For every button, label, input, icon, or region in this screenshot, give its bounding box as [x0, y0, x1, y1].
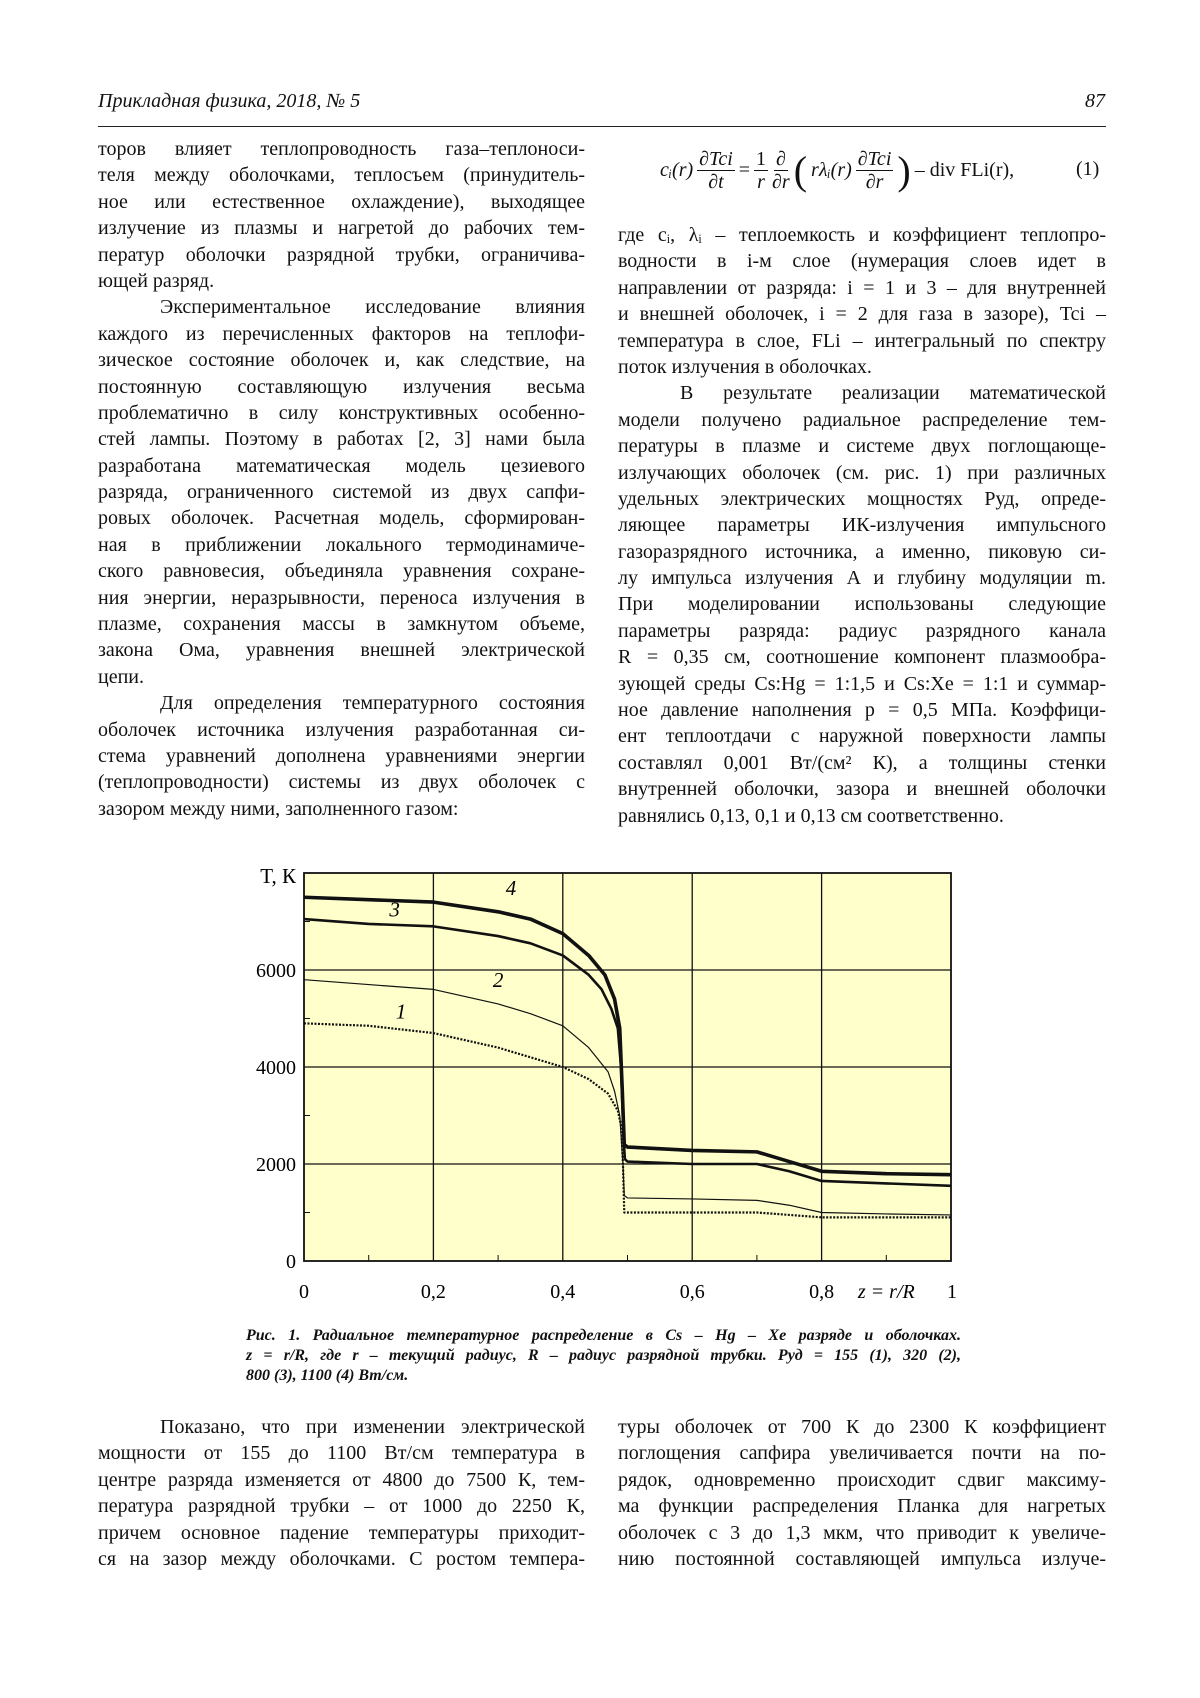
eq-tail: – div FLi(r),	[915, 159, 1014, 182]
x-tick-label: 0,4	[550, 1281, 575, 1303]
text-line: зическое состояние оболочек и, как следствие, на	[98, 347, 585, 373]
text-line: Экспериментальное исследование влияния	[98, 294, 585, 320]
text-line: плазме, сохранения массы в замкнутом объеме,	[98, 611, 585, 637]
text-line: торов влияет теплопроводность газа–теплоноси-	[98, 136, 585, 162]
x-axis-label: z = r/R	[857, 1281, 915, 1303]
text-line: теля между оболочками, теплосъем (принудитель-	[98, 162, 585, 188]
text-line: туры оболочек от 700 К до 2300 К коэффициент	[618, 1414, 1106, 1440]
bottom-left-text	[98, 1414, 585, 1572]
eq-paren-open: (	[794, 151, 807, 191]
text-line: проблематично в силу конструктивных особенно-	[98, 400, 585, 426]
text-line: R = 0,35 см, соотношение компонент плазмообра-	[618, 644, 1106, 670]
text-line: Показано, что при изменении электрической	[98, 1414, 585, 1440]
text-line: рядок, одновременно происходит сдвиг максиму-	[618, 1467, 1106, 1493]
eq-num: ∂Tci	[697, 148, 735, 171]
y-tick-label: 6000	[256, 960, 296, 982]
text-line: ператур оболочки разрядной трубки, ограничива-	[98, 242, 585, 268]
text-line: оболочек источника излучения разработанная си-	[98, 717, 585, 743]
text-line: составлял 0,001 Вт/(см² К), а толщины стенки	[618, 750, 1106, 776]
y-axis-label: T, К	[260, 864, 297, 888]
eq-equals: =	[739, 159, 750, 182]
text-line: удельных электрических мощностях Pуд, опреде-	[618, 486, 1106, 512]
text-line: Для определения температурного состояния	[98, 690, 585, 716]
text-line: ляющее параметры ИК-излучения импульсного	[618, 512, 1106, 538]
text-line: водности в i-м слое (нумерация слоев идет в	[618, 248, 1106, 274]
series-label-1: 1	[396, 1000, 407, 1024]
text-line: В результате реализации математической	[618, 380, 1106, 406]
text-line: зазором между ними, заполненного газом:	[98, 796, 585, 822]
eq-lhs: cᵢ(r)	[660, 159, 693, 182]
text-line: ент теплоотдачи с наружной поверхности лампы	[618, 723, 1106, 749]
text-line: температура в слое, FLi – интегральный по спектру	[618, 328, 1106, 354]
x-tick-label: 0,2	[421, 1281, 446, 1303]
eq-num: 1	[754, 148, 768, 171]
eq-inner: rλᵢ(r)	[811, 159, 852, 182]
text-line: ная в приближении локального термодинамиче-	[98, 532, 585, 558]
x-tick-label: 0,8	[809, 1281, 834, 1303]
y-tick-label: 4000	[256, 1057, 296, 1079]
text-line: ное давление наполнения p = 0,5 МПа. Коэффици-	[618, 697, 1106, 723]
text-line: модели получено радиальное распределение тем-	[618, 407, 1106, 433]
eq-paren-close: )	[897, 151, 910, 191]
text-line: ния энергии, неразрывности, переноса излучения в	[98, 585, 585, 611]
equation-number: (1)	[1076, 158, 1099, 181]
text-line: оболочек с 3 до 1,3 мкм, что приводит к увеличе-	[618, 1520, 1106, 1546]
x-tick-label: 0	[299, 1281, 309, 1303]
text-line: каждого из перечисленных факторов на теплофи-	[98, 321, 585, 347]
text-line: направлении от разряда: i = 1 и 3 – для внутренней	[618, 275, 1106, 301]
x-tick-label: 0,6	[680, 1281, 705, 1303]
text-line: При моделировании использованы следующие	[618, 591, 1106, 617]
caption-line: 800 (3), 1100 (4) Вт/см.	[246, 1366, 961, 1386]
text-line: газоразрядного источника, а именно, пиковую си-	[618, 539, 1106, 565]
text-line: разряда, ограниченного системой из двух сапфи-	[98, 479, 585, 505]
text-line: нию постоянной составляющей импульса излуче-	[618, 1546, 1106, 1572]
text-line: центре разряда изменяется от 4800 до 7500 К, тем-	[98, 1467, 585, 1493]
text-line: поглощения сапфира увеличивается почти на по-	[618, 1440, 1106, 1466]
text-line: ского равновесия, объединяла уравнения сохране-	[98, 558, 585, 584]
series-label-3: 3	[388, 898, 400, 922]
eq-num: ∂Tci	[856, 148, 894, 171]
text-line: параметры разряда: радиус разрядного канала	[618, 618, 1106, 644]
eq-den: ∂r	[866, 171, 884, 193]
series-label-2: 2	[493, 968, 504, 992]
text-line: постоянную составляющую излучения весьма	[98, 374, 585, 400]
eq-num: ∂	[774, 148, 788, 171]
text-line: пературы в плазме и системе двух поглощающе-	[618, 433, 1106, 459]
text-line: цепи.	[98, 664, 585, 690]
text-line: стей лампы. Поэтому в работах [2, 3] нами была	[98, 426, 585, 452]
text-line: ся на зазор между оболочками. С ростом темпера-	[98, 1546, 585, 1572]
text-line: поток излучения в оболочках.	[618, 354, 1106, 380]
page-number: 87	[1085, 90, 1105, 113]
text-line: лу импульса излучения A и глубину модуляции m.	[618, 565, 1106, 591]
x-tick-label: 1	[947, 1281, 957, 1303]
text-line: ное или естественное охлаждение), выходящее	[98, 189, 585, 215]
eq-den: ∂r	[772, 171, 790, 193]
eq-den: ∂t	[708, 171, 723, 193]
text-line: стема уравнений дополнена уравнениями энергии	[98, 743, 585, 769]
figure-caption	[246, 1326, 961, 1386]
caption-line: z = r/R, где r – текущий радиус, R – радиус разрядной трубки. Pуд = 155 (1), 320 (2),	[246, 1346, 961, 1366]
eq-den: r	[757, 171, 765, 193]
y-tick-label: 0	[286, 1251, 296, 1273]
text-line: причем основное падение температуры приходит-	[98, 1520, 585, 1546]
text-line: ющей разряд.	[98, 268, 585, 294]
text-line: ма функции распределения Планка для нагретых	[618, 1493, 1106, 1519]
text-line: закона Ома, уравнения внешней электрической	[98, 637, 585, 663]
text-line: зующей среды Cs:Hg = 1:1,5 и Cs:Xe = 1:1 и суммар-	[618, 671, 1106, 697]
text-line: излучение из плазмы и нагретой до рабочих тем-	[98, 215, 585, 241]
text-line: внутренней оболочки, зазора и внешней оболочки	[618, 776, 1106, 802]
text-line: разработана математическая модель цезиевого	[98, 453, 585, 479]
text-line: (теплопроводности) системы из двух оболочек с	[98, 769, 585, 795]
text-line: где cᵢ, λᵢ – теплоемкость и коэффициент теплопро-	[618, 222, 1106, 248]
caption-line: Рис. 1. Радиальное температурное распределение в Cs – Hg – Xe разряде и оболочках.	[246, 1326, 961, 1346]
temperature-chart	[0, 0, 1200, 1330]
y-tick-label: 2000	[256, 1154, 296, 1176]
text-line: излучающих оболочек (см. рис. 1) при различных	[618, 460, 1106, 486]
text-line: и внешней оболочек, i = 2 для газа в зазоре), Tci –	[618, 301, 1106, 327]
running-header-journal: Прикладная физика, 2018, № 5	[98, 90, 360, 113]
text-line: равнялись 0,13, 0,1 и 0,13 см соответственно.	[618, 803, 1106, 829]
text-line: ровых оболочек. Расчетная модель, сформирован-	[98, 505, 585, 531]
text-line: мощности от 155 до 1100 Вт/см температура в	[98, 1440, 585, 1466]
text-line: пература разрядной трубки – от 1000 до 2250 К,	[98, 1493, 585, 1519]
series-label-4: 4	[506, 876, 517, 900]
bottom-right-text	[618, 1414, 1106, 1572]
